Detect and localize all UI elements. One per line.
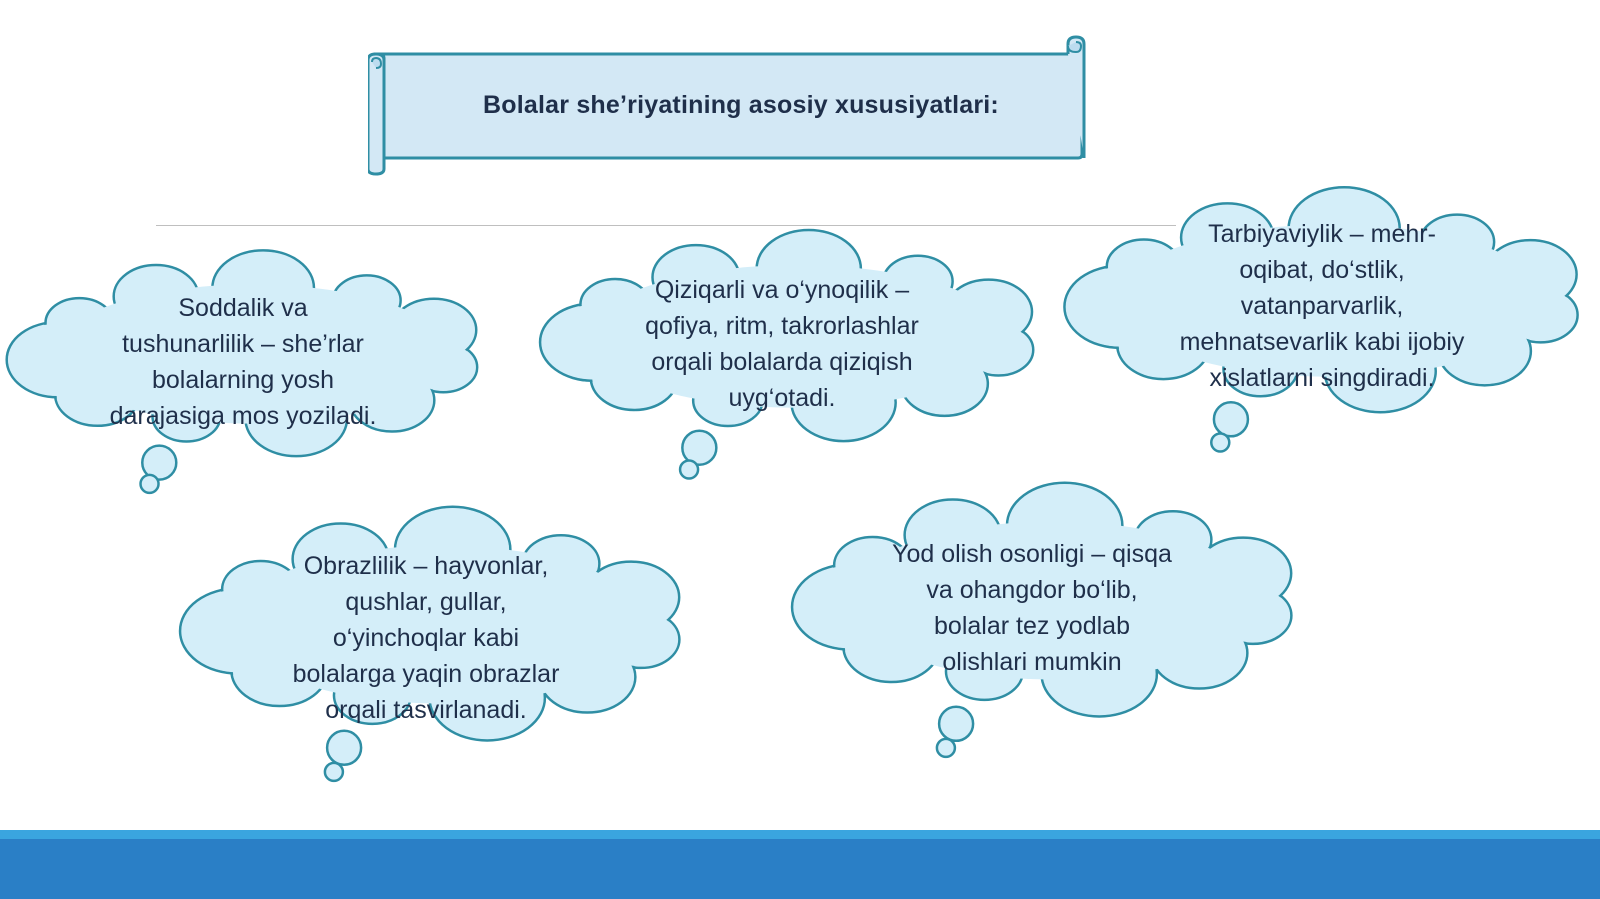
cloud-line: qushlar, gullar, xyxy=(345,588,507,616)
footer-accent-stripe xyxy=(0,830,1600,839)
cloud-text-imagery xyxy=(226,548,626,728)
cloud-line: oqibat, do‘stlik, xyxy=(1239,256,1405,284)
cloud-line: qofiya, ritm, takrorlashlar xyxy=(645,312,919,340)
cloud-line: va ohangdor bo‘lib, xyxy=(926,576,1138,604)
thought-cloud-playfulness xyxy=(540,242,1054,484)
cloud-line: Yod olish osonligi – qisqa xyxy=(892,540,1172,568)
page-title: Bolalar she’riyatining asosiy xususiyatlari: xyxy=(483,90,999,119)
horizontal-divider xyxy=(156,225,1176,226)
cloud-line: Qiziqarli va o‘ynoqilik – xyxy=(654,276,910,304)
cloud-line: uyg‘otadi. xyxy=(728,384,836,412)
cloud-line: olishlari mumkin xyxy=(942,648,1122,676)
cloud-line: o‘yinchoqlar kabi xyxy=(332,624,520,652)
cloud-line: Tarbiyaviylik – mehr- xyxy=(1208,220,1436,248)
cloud-line: orqali tasvirlanadi. xyxy=(325,696,527,724)
cloud-text-memorization xyxy=(832,536,1232,680)
cloud-line: bolalarga yaqin obrazlar xyxy=(292,660,560,688)
cloud-text-educational xyxy=(1112,216,1532,396)
thought-cloud-imagery xyxy=(186,520,696,788)
cloud-line: darajasiga mos yoziladi. xyxy=(109,402,377,430)
cloud-line: bolalarning yosh xyxy=(151,366,335,394)
cloud-line: tushunarlilik – she’rlar xyxy=(122,330,364,358)
cloud-line: bolalar tez yodlab xyxy=(934,612,1130,640)
cloud-text-playfulness xyxy=(587,272,977,416)
footer-bar xyxy=(0,830,1600,899)
thought-cloud-educational xyxy=(1066,200,1598,458)
cloud-line: mehnatsevarlik kabi ijobiy xyxy=(1179,328,1465,356)
cloud-text-simplicity xyxy=(48,290,438,434)
title-scroll-banner xyxy=(368,34,1104,176)
cloud-line: orqali bolalarda qiziqish xyxy=(651,348,913,376)
thought-cloud-memorization xyxy=(798,496,1308,764)
cloud-line: Obrazlilik – hayvonlar, xyxy=(303,552,549,580)
cloud-line: xislatlarni singdiradi. xyxy=(1209,364,1435,392)
thought-cloud-simplicity xyxy=(8,262,496,498)
cloud-line: Soddalik va xyxy=(178,294,308,322)
cloud-line: vatanparvarlik, xyxy=(1240,292,1404,320)
